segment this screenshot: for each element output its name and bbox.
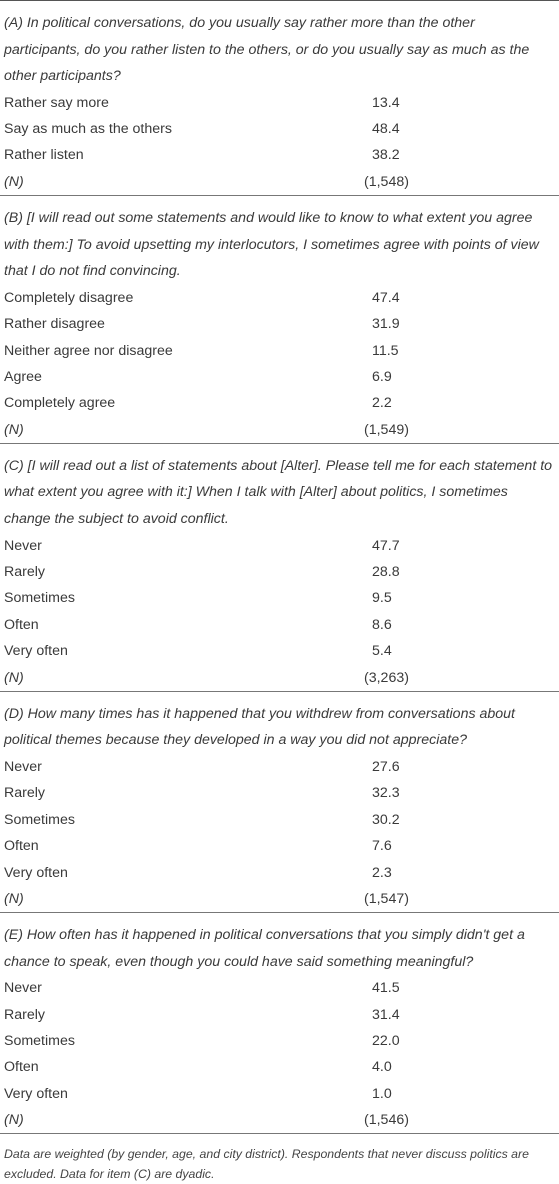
n-value: (1,548) [364,173,409,190]
table-row [0,1028,559,1054]
row-label: Rather disagree [4,316,105,333]
row-value: 27.6 [372,758,400,775]
row-value: 31.4 [372,1006,400,1023]
row-label: Sometimes [4,1033,75,1050]
row-label: Rarely [4,563,45,580]
sample-size-row [0,1107,559,1134]
row-value: 6.9 [372,368,392,385]
row-value: 1.0 [372,1085,392,1102]
table-row [0,116,559,142]
question-b [0,196,559,285]
section-d [0,692,559,913]
table-row [0,833,559,859]
section-b [0,196,559,444]
table-row [0,859,559,885]
row-value: 2.2 [372,395,392,412]
row-label: Say as much as the others [4,121,172,138]
row-value: 28.8 [372,563,400,580]
row-value: 47.4 [372,289,400,306]
question-c [0,444,559,533]
row-value: 4.0 [372,1059,392,1076]
row-label: Never [4,537,42,554]
table-row [0,532,559,558]
row-label: Often [4,616,39,633]
question-text: (E) How often has it happened in political conversations that you simply didn't get a chance to speak, even though you could have said something meaningful? [4,927,525,970]
row-label: Never [4,980,42,997]
table-row [0,311,559,337]
row-value: 8.6 [372,616,392,633]
row-value: 11.5 [372,342,399,359]
question-text: (D) How many times has it happened that you withdrew from conversations about political themes because they developed in a way you did not appreciate? [4,705,515,749]
sample-size-row [0,169,559,196]
table-row [0,142,559,168]
row-label: Rather listen [4,147,84,164]
row-value: 22.0 [372,1033,400,1050]
n-label: (N) [4,173,24,190]
table-row [0,780,559,806]
n-value: (1,547) [364,890,409,907]
row-value: 7.6 [372,838,392,855]
question-e [0,913,559,975]
table-row [0,364,559,390]
table-row [0,559,559,585]
row-value: 48.4 [372,121,400,138]
row-label: Rarely [4,785,45,802]
table-row [0,337,559,363]
row-label: Completely agree [4,395,116,412]
question-text: (A) In political conversations, do you usually say rather more than the other participants, do you rather listen to the others, or do you usually say as much as the other participants? [4,15,530,84]
n-label: (N) [4,1112,24,1129]
row-label: Very often [4,643,68,660]
table-row [0,1001,559,1027]
n-label: (N) [4,421,24,438]
row-label: Sometimes [4,590,75,607]
table-row [0,1081,559,1107]
row-label: Completely disagree [4,289,134,306]
row-label: Very often [4,1085,68,1102]
row-label: Often [4,1059,39,1076]
question-a [0,1,559,90]
section-c [0,444,559,692]
row-value: 30.2 [372,811,400,828]
n-value: (1,549) [364,421,409,438]
table-footnote: Data are weighted (by gender, age, and city district). Respondents that never discuss politics are excluded. Data for item (C) are dyadic. [4,1147,529,1182]
table-row [0,285,559,311]
row-value: 2.3 [372,864,392,881]
row-label: Agree [4,368,42,385]
row-value: 13.4 [372,94,400,111]
row-value: 47.7 [372,537,400,554]
row-value: 9.5 [372,590,392,607]
table-row [0,807,559,833]
n-label: (N) [4,669,24,686]
row-label: Sometimes [4,811,75,828]
table-row [0,638,559,664]
row-label: Rather say more [4,94,109,111]
table-row [0,390,559,416]
n-label: (N) [4,890,24,907]
row-label: Never [4,758,42,775]
row-label: Rarely [4,1006,45,1023]
row-value: 32.3 [372,785,400,802]
row-label: Neither agree nor disagree [4,342,173,359]
row-value: 5.4 [372,643,392,660]
sample-size-row [0,664,559,691]
n-value: (3,263) [364,669,409,686]
n-value: (1,546) [364,1112,409,1129]
table-row [0,975,559,1001]
row-label: Very often [4,864,68,881]
question-d [0,692,559,754]
table-row [0,90,559,116]
table-row [0,585,559,611]
section-a [0,1,559,196]
question-text: (B) [I will read out some statements and would like to know to what extent you agree with them:] To avoid upsetting my interlocutors, I sometimes agree with points of view that I do not find convincing. [4,210,539,280]
table-row [0,754,559,780]
section-e [0,913,559,1134]
question-text: (C) [I will read out a list of statements about [Alter]. Please tell me for each statement to what extent you agree with it:] When I talk with [Alter] about politics, I sometimes change the subject to avoid conflict. [4,457,553,527]
row-label: Often [4,838,39,855]
row-value: 41.5 [372,980,400,997]
row-value: 31.9 [372,316,400,333]
table-row [0,612,559,638]
sample-size-row [0,417,559,444]
sample-size-row [0,886,559,913]
row-value: 38.2 [372,147,400,164]
table-row [0,1054,559,1080]
